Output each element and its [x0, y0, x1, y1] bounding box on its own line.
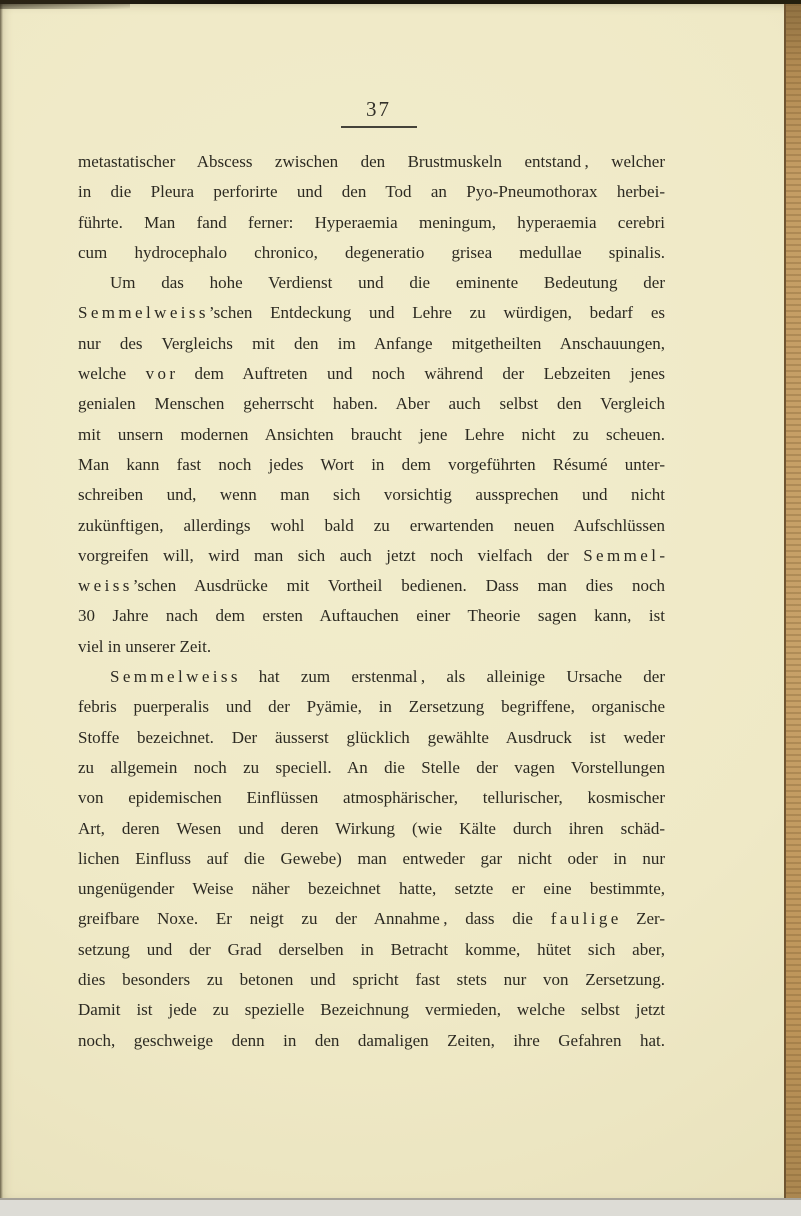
text-line: Damit ist jede zu spezielle Bezeichnung vermieden, welche selbst jetzt — [78, 1000, 665, 1020]
text-line: zukünftigen, allerdings wohl bald zu erwartenden neuen Aufschlüssen — [78, 515, 665, 535]
text-line: cum hydrocephalo chronico, degeneratio grisea medullae spinalis. — [78, 242, 665, 262]
paragraph — [78, 147, 665, 268]
text-line: welche v o r dem Auftreten und noch während der Lebzeiten jenes — [78, 364, 665, 384]
paragraph — [78, 268, 665, 662]
page-number-rule — [341, 126, 417, 128]
text-line: setzung und der Grad derselben in Betracht komme, hütet sich aber, — [78, 939, 665, 959]
text-line: greifbare Noxe. Er neigt zu der Annahme , dass die f a u l i g e Zer- — [78, 909, 665, 929]
text-line: ungenügender Weise näher bezeichnet hatte, setzte er eine bestimmte, — [78, 879, 665, 899]
text-line: genialen Menschen geherrscht haben. Aber auch selbst den Vergleich — [78, 394, 665, 414]
page-stack-edge — [784, 4, 801, 1198]
page-number: 37 — [366, 97, 391, 121]
text-block — [78, 147, 665, 1056]
text-line: dies besonders zu betonen und spricht fast stets nur von Zersetzung. — [78, 970, 665, 990]
text-line: zu allgemein noch zu speciell. An die Stelle der vagen Vorstellungen — [78, 757, 665, 777]
text-line: Man kann fast noch jedes Wort in dem vorgeführten Résumé unter- — [78, 454, 665, 474]
text-line: S e m m e l w e i s s hat zum erstenmal , als alleinige Ursache der — [110, 667, 665, 687]
text-line: Art, deren Wesen und deren Wirkung (wie Kälte durch ihren schäd- — [78, 818, 665, 838]
text-line: nur des Vergleichs mit den im Anfange mitgetheilten Anschauungen, — [78, 333, 665, 353]
text-line: lichen Einfluss auf die Gewebe) man entweder gar nicht oder in nur — [78, 848, 665, 868]
text-line: w e i s s ’schen Ausdrücke mit Vortheil bedienen. Dass man dies noch — [78, 576, 665, 596]
binding-top-shadow — [0, 0, 130, 9]
text-line: noch, geschweige denn in den damaligen Zeiten, ihre Gefahren hat. — [78, 1030, 665, 1050]
text-line: S e m m e l w e i s s ’schen Entdeckung und Lehre zu würdigen, bedarf es — [78, 303, 665, 323]
text-line: vorgreifen will, wird man sich auch jetzt noch vielfach der S e m m e l - — [78, 545, 665, 565]
text-line: in die Pleura perforirte und den Tod an Pyo-Pneumothorax herbei- — [78, 182, 665, 202]
text-line: führte. Man fand ferner: Hyperaemia meningum, hyperaemia cerebri — [78, 212, 665, 232]
text-line: von epidemischen Einflüssen atmosphärischer, tellurischer, kosmischer — [78, 788, 665, 808]
text-line: Um das hohe Verdienst und die eminente Bedeutung der — [110, 273, 665, 293]
paragraph — [78, 662, 665, 1056]
text-line: viel in unserer Zeit. — [78, 636, 212, 656]
text-line: metastatischer Abscess zwischen den Brustmuskeln entstand , welcher — [78, 152, 665, 171]
text-line: mit unsern modernen Ansichten braucht jene Lehre nicht zu scheuen. — [78, 424, 665, 444]
text-line: febris puerperalis und der Pyämie, in Zersetzung begriffene, organische — [78, 697, 665, 717]
text-line: 30 Jahre nach dem ersten Auftauchen einer Theorie sagen kann, ist — [78, 606, 665, 626]
text-line: schreiben und, wenn man sich vorsichtig aussprechen und nicht — [78, 485, 665, 505]
page-left-edge — [0, 0, 3, 1198]
text-line: Stoffe bezeichnet. Der äusserst glücklich gewählte Ausdruck ist weder — [78, 727, 665, 747]
page-number-block — [85, 97, 672, 128]
